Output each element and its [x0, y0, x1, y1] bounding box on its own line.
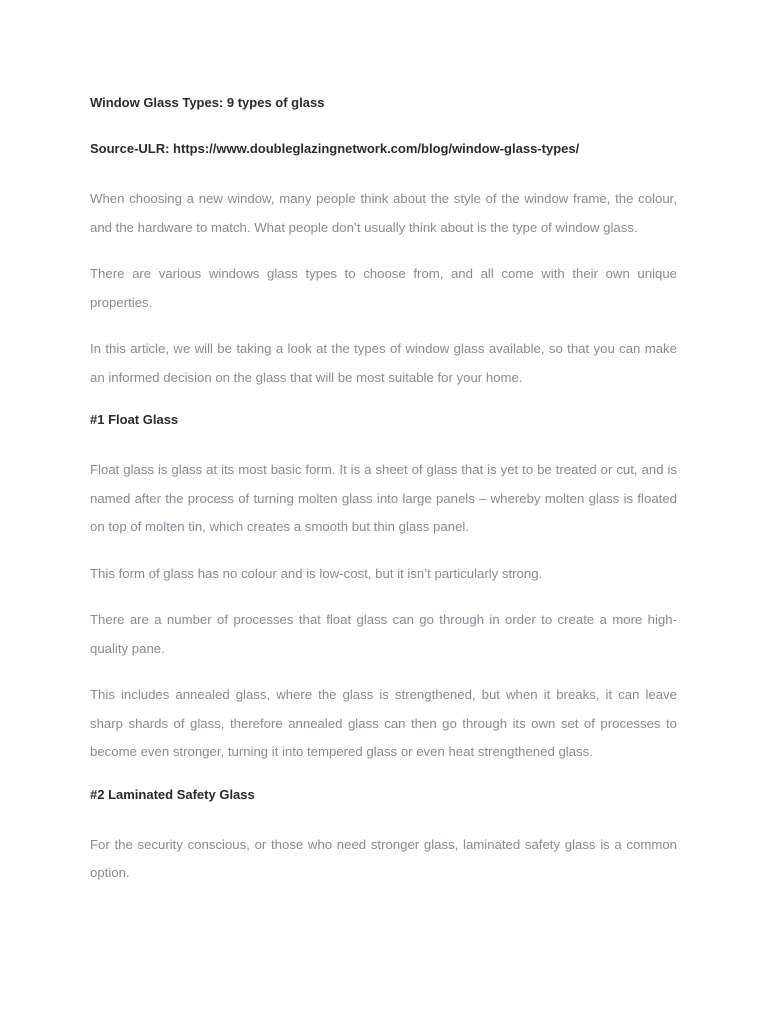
- section-paragraph: This includes annealed glass, where the glass is strengthened, but when it breaks, it can leave sharp shards of glass, therefore annealed glass can then go through its own set of processes to become even stronger, turning it into tempered glass or even heat strengthened glass.: [90, 687, 677, 759]
- section-paragraph: This form of glass has no colour and is low-cost, but it isn’t particularly strong.: [90, 565, 543, 581]
- section-heading-float-glass: #1 Float Glass: [90, 412, 179, 427]
- section-paragraph: There are a number of processes that float glass can go through in order to create a more high-quality pane.: [90, 612, 677, 656]
- section-paragraph: Float glass is glass at its most basic form. It is a sheet of glass that is yet to be treated or cut, and is named after the process of turning molten glass into large panels – whereby molten glass is floated on top of molten tin, which creates a smooth but thin glass panel.: [90, 462, 677, 534]
- intro-paragraph: In this article, we will be taking a look at the types of window glass available, so that you can make an informed decision on the glass that will be most suitable for your home.: [90, 341, 677, 385]
- intro-paragraph: There are various windows glass types to choose from, and all come with their own unique properties.: [90, 266, 677, 310]
- section-heading-laminated-safety-glass: #2 Laminated Safety Glass: [90, 786, 255, 802]
- section-paragraph: For the security conscious, or those who need stronger glass, laminated safety glass is a common option.: [90, 836, 677, 880]
- document-page: [90, 93, 677, 906]
- document-title: Window Glass Types: 9 types of glass: [90, 95, 325, 110]
- source-url: Source-ULR: https://www.doubleglazingnetwork.com/blog/window-glass-types/: [90, 141, 580, 156]
- intro-paragraph: When choosing a new window, many people think about the style of the window frame, the colour, and the hardware to match. What people don’t usually think about is the type of window glass.: [90, 191, 677, 235]
